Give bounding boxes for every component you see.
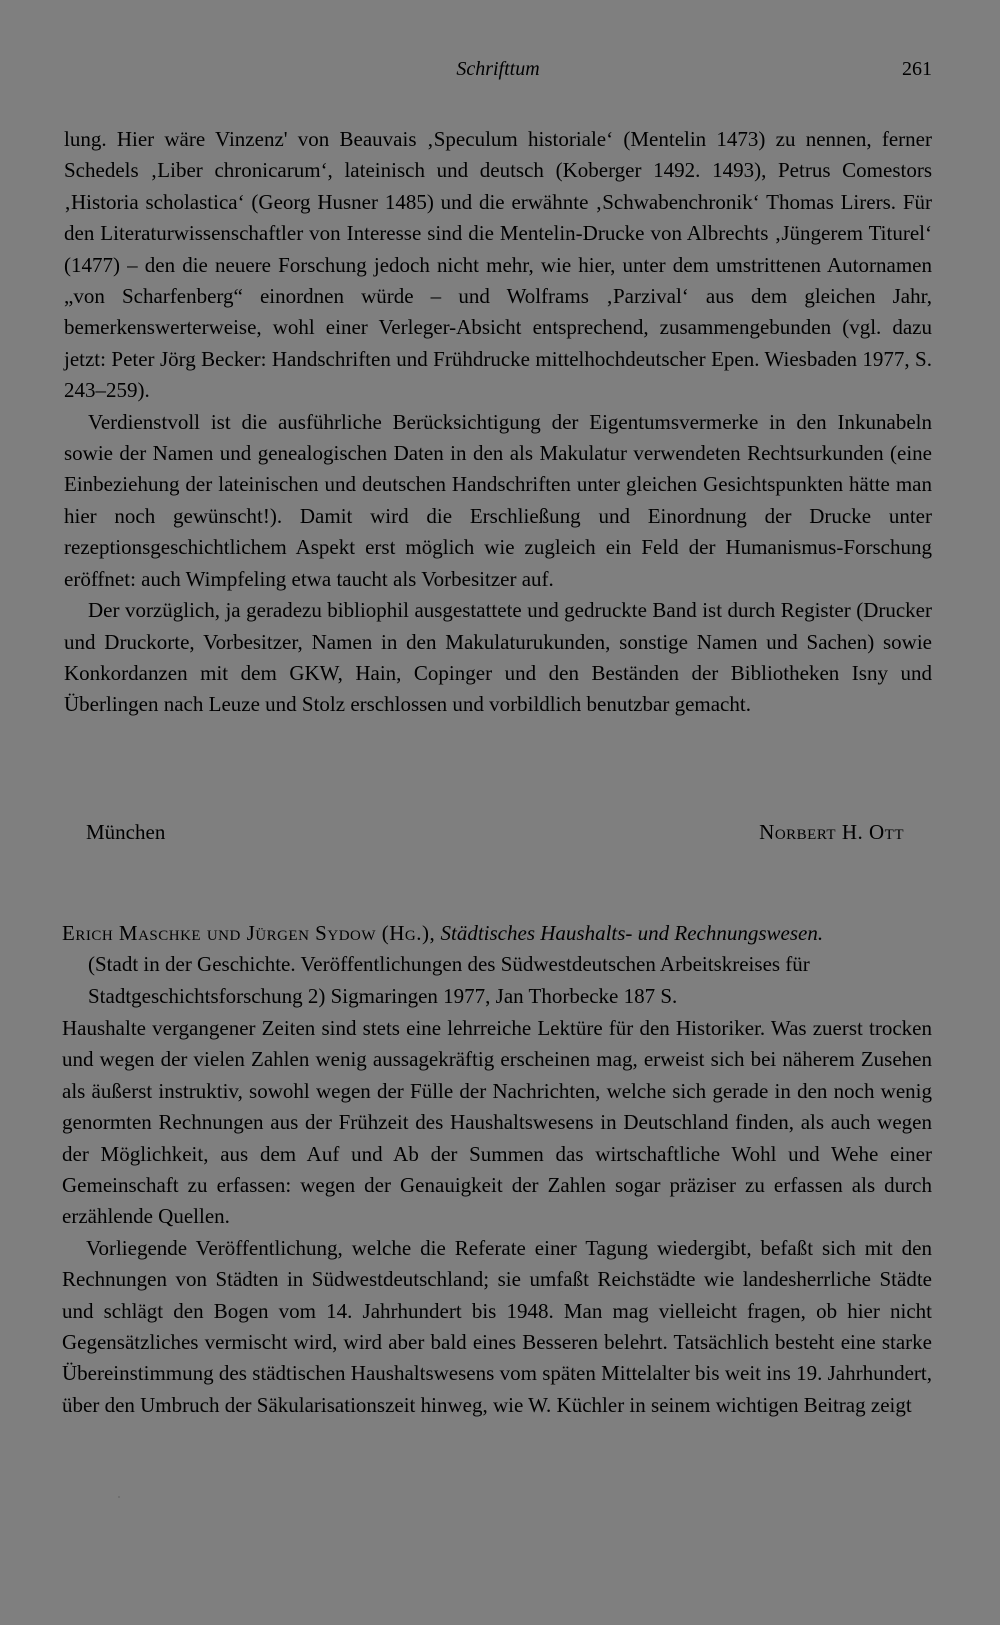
review-2-editors: Erich Maschke und Jürgen Sydow (Hg.), [62,921,436,945]
signature-city: München [86,820,166,844]
review-2-paragraph-2: Vorliegende Veröffentlichung, welche die Referate einer Tagung wiedergibt, befaßt sich mit den Rechnungen von Städten in Südwestdeutschland; sie umfaßt Reichstädte wie landesherrliche Städte und schlägt den Bogen vom 14. Jahrhundert bis 1948. Man mag vielleicht fragen, ob hier nicht Gegensätzliches vermischt wird, wird aber bald eines Besseren belehrt. Tatsächlich besteht eine starke Übereinstimmung des städtischen Haushaltswesens vom späten Mittelalter bis weit ins 19. Jahrhundert, über den Umbruch der Säkularisationszeit hinweg, wie W. Küchler in seinem wichtigen Beitrag zeigt [62,1235,932,1417]
page-number: 261 [902,58,932,80]
signature-author: Norbert H. Ott [759,820,904,844]
review-2-title: Städtisches Haushalts- und Rechnungswesen. [440,921,824,945]
review-1-body [64,124,932,721]
review-2-series: (Stadt in der Geschichte. Veröffentlichungen des Südwestdeutschen Arbeitskreises für [88,952,810,977]
review-1-paragraph-1: lung. Hier wäre Vinzenz' von Beauvais ‚Speculum historiale‘ (Mentelin 1473) zu nennen, ferner Schedels ‚Liber chronicarum‘, lateinisch und deutsch (Koberger 1492. 1493), Petrus Comestors ‚Historia scholastica‘ (Georg Husner 1485) und die erwähnte ‚Schwabenchronik‘ Thomas Lirers. Für den Literaturwissenschaftler von Interesse sind die Mentelin-Drucke von Albrechts ‚Jüngerem Titurel‘ (1477) – den die neuere Forschung jedoch nicht mehr, wie hier, unter dem umstrittenen Autornamen „von Scharfenberg“ einordnen würde – und Wolframs ‚Parzival‘ aus dem gleichen Jahr, bemerkenswerterweise, wohl einer Verleger-Absicht entsprechend, zusammengebunden (vgl. dazu jetzt: Peter Jörg Becker: Handschriften und Frühdrucke mittelhochdeutscher Epen. Wiesbaden 1977, S. 243–259). [64,127,932,403]
running-title: Schrifttum [456,58,540,80]
review-2-heading [62,918,932,1012]
review-2-paragraph-1: Haushalte vergangener Zeiten sind stets eine lehrreiche Lektüre für den Historiker. Was zuerst trocken und wegen der vielen Zahlen wenig aussagekräftig erscheinen mag, erweist sich bei näherem Zusehen als äußerst instruktiv, sowohl wegen der Fülle der Nachrichten, welche sich gerade in den noch wenig genormten Rechnungen aus der Frühzeit des Haushaltswesens in Deutschland finden, als auch wegen der Möglichkeit, aus dem Auf und Ab der Summen das wirtschaftliche Wohl und Wehe einer Gemeinschaft zu erfassen: wegen der Genauigkeit der Zahlen sogar präziser zu erfassen als durch erzählende Quellen. [62,1016,932,1229]
running-head [64,58,932,88]
review-2-body [62,1013,932,1421]
scan-speck [118,1496,120,1498]
review-1-paragraph-2: Verdienstvoll ist die ausführliche Berücksichtigung der Eigentumsvermerke in den Inkunabeln sowie der Namen und genealogischen Daten in den als Makulatur verwendeten Rechtsurkunden (eine Einbeziehung der lateinischen und deutschen Handschriften unter gleichen Gesichtspunkten hätte man hier noch gewünscht!). Damit wird die Erschließung und Einordnung der Drucke unter rezeptionsgeschichtlichem Aspekt erst möglich wie zugleich ein Feld der Humanismus-Forschung eröffnet: auch Wimpfeling etwa taucht als Vorbesitzer auf. [64,409,932,591]
review-2-publication: Stadtgeschichtsforschung 2) Sigmaringen 1977, Jan Thorbecke 187 S. [88,983,678,1008]
review-1-signature [86,820,904,852]
review-1-paragraph-3: Der vorzüglich, ja geradezu bibliophil ausgestattete und gedruckte Band ist durch Register (Drucker und Druckorte, Vorbesitzer, Namen in den Makulaturukunden, sonstige Namen und Sachen) sowie Konkordanzen mit dem GKW, Hain, Copinger und den Beständen der Bibliotheken Isny und Überlingen nach Leuze und Stolz erschlossen und vorbildlich benutzbar gemacht. [64,598,932,717]
review-2-citation [62,918,932,949]
